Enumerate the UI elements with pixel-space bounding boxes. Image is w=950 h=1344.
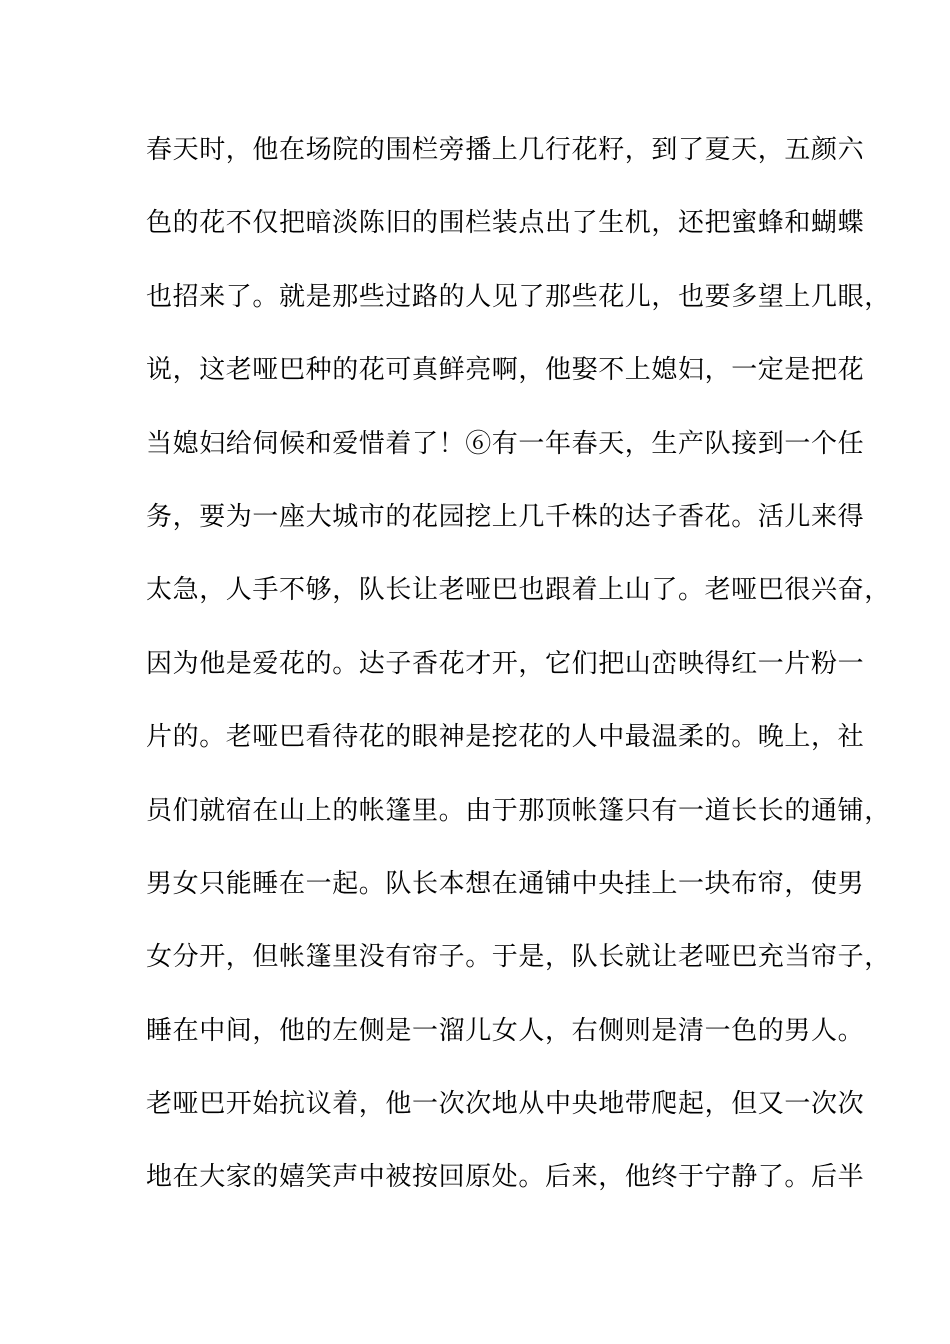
text-line-5: 当媳妇给伺候和爱惜着了！⑥有一年春天，生产队接到一个任 [146,428,865,459]
text-line-4: 说，这老哑巴种的花可真鲜亮啊，他娶不上媳妇，一定是把花 [146,355,865,386]
text-line-11: 男女只能睡在一起。队长本想在通铺中央挂上一块布帘，使男 [146,868,865,899]
text-line-7: 太急，人手不够，队长让老哑巴也跟着上山了。老哑巴很兴奋， [146,575,891,606]
text-line-6: 务，要为一座大城市的花园挖上几千株的达子香花。活儿来得 [146,501,865,532]
text-line-15: 地在大家的嬉笑声中被按回原处。后来，他终于宁静了。后半 [146,1162,865,1193]
text-line-13: 睡在中间，他的左侧是一溜儿女人，右侧则是清一色的男人。 [146,1015,865,1046]
text-line-2: 色的花不仅把暗淡陈旧的围栏装点出了生机，还把蜜蜂和蝴蝶 [146,208,865,239]
text-line-12: 女分开，但帐篷里没有帘子。于是，队长就让老哑巴充当帘子， [146,942,891,973]
text-line-3: 也招来了。就是那些过路的人见了那些花儿，也要多望上几眼， [146,281,891,312]
text-line-8: 因为他是爱花的。达子香花才开，它们把山峦映得红一片粉一 [146,648,865,679]
text-line-9: 片的。老哑巴看待花的眼神是挖花的人中最温柔的。晚上，社 [146,722,865,753]
text-line-1: 春天时，他在场院的围栏旁播上几行花籽，到了夏天，五颜六 [146,135,865,165]
body-text [146,130,891,1231]
text-line-14: 老哑巴开始抗议着，他一次次地从中央地带爬起，但又一次次 [146,1089,865,1120]
text-line-10: 员们就宿在山上的帐篷里。由于那顶帐篷只有一道长长的通铺， [146,795,891,826]
